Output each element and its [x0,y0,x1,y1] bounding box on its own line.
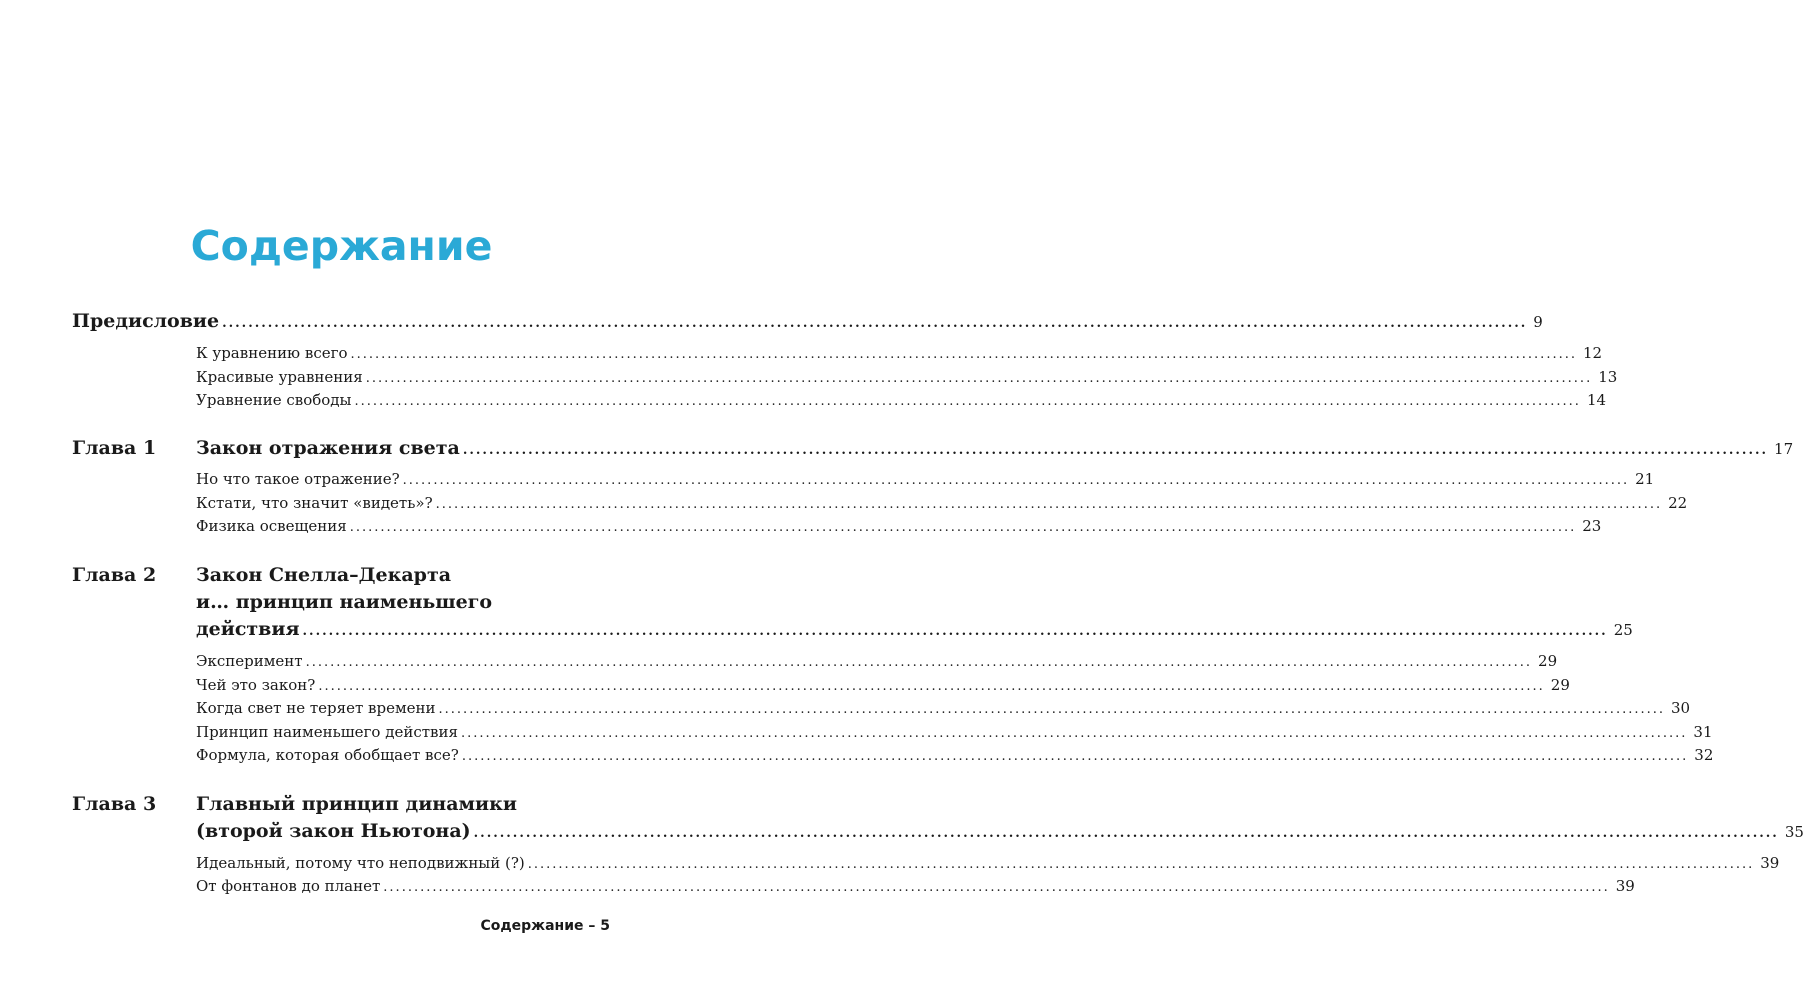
toc-page-number: 30 [1671,699,1691,717]
toc-page-number: 23 [1582,517,1602,535]
running-footer: Содержание – 5 [480,918,610,934]
toc-page-number: 35 [1784,823,1804,841]
toc-entry-chapter-1[interactable] [196,437,1794,459]
toc-subentry[interactable] [196,494,1688,512]
toc-subentry[interactable] [196,517,1602,535]
toc-page-number: 25 [1613,621,1633,639]
toc-subentry[interactable] [196,470,1655,488]
leader-dots: ........................................................................................................................................................................................................ [527,857,1755,872]
toc-subentry[interactable] [196,699,1691,717]
leader-dots: ........................................................................................................................................................................................................ [349,520,1577,535]
toc-subentry-title: От фонтанов до планет [196,877,381,895]
toc-subentry[interactable] [196,723,1713,741]
leader-dots: ........................................................................................................................................................................................................ [473,826,1779,841]
toc-subentry[interactable] [196,877,1635,895]
toc-subentry-title: Когда свет не теряет времени [196,699,436,717]
toc-page-number: 9 [1533,313,1543,331]
toc-entry-title: (второй закон Ньютона) [196,820,471,842]
toc-entry-title: Предисловие [72,310,220,332]
toc-subentry[interactable] [196,854,1780,872]
toc-entry-preface[interactable] [72,310,1543,332]
toc-subentry[interactable] [196,746,1714,764]
chapter-label: Глава 3 [72,793,157,815]
toc-entry-title: Закон отражения света [196,437,460,459]
leader-dots: ........................................................................................................................................................................................................ [318,679,1545,694]
leader-dots: ........................................................................................................................................................................................................ [462,443,1769,458]
toc-page-number: 39 [1615,877,1635,895]
toc-subentry[interactable] [196,676,1570,694]
chapter-label: Глава 2 [72,564,157,586]
leader-dots: ........................................................................................................................................................................................................ [222,316,1528,331]
toc-page-number: 39 [1760,854,1780,872]
toc-subentry[interactable] [196,368,1618,386]
toc-subentry-title: Уравнение свободы [196,391,352,409]
toc-subentry[interactable] [196,344,1603,362]
leader-dots: ........................................................................................................................................................................................................ [383,880,1610,895]
leader-dots: ........................................................................................................................................................................................................ [460,726,1688,741]
toc-page-number: 29 [1550,676,1570,694]
leader-dots: ........................................................................................................................................................................................................ [438,702,1665,717]
leader-dots: ........................................................................................................................................................................................................ [365,371,1593,386]
toc-page-number: 32 [1694,746,1714,764]
leader-dots: ........................................................................................................................................................................................................ [461,749,1689,764]
toc-entry-title-line: Главный принцип динамики [196,793,517,815]
toc-subentry-title: Чей это закон? [196,676,316,694]
leader-dots: ........................................................................................................................................................................................................ [402,473,1630,488]
toc-entry-title: действия [196,618,300,640]
page-title: Содержание [190,222,493,270]
toc-subentry-title: Физика освещения [196,517,347,535]
leader-dots: ........................................................................................................................................................................................................ [302,624,1608,639]
toc-subentry[interactable] [196,391,1607,409]
toc-page-number: 12 [1582,344,1603,362]
toc-page-number: 13 [1598,368,1618,386]
toc-page-number: 21 [1635,470,1655,488]
toc-subentry-title: Идеальный, потому что неподвижный (?) [196,854,525,872]
toc-subentry-title: Красивые уравнения [196,368,363,386]
toc-entry-title-line: Закон Снелла–Декарта [196,564,452,586]
toc-entry-chapter-2[interactable] [196,618,1633,640]
toc-page-number: 31 [1693,723,1713,741]
leader-dots: ........................................................................................................................................................................................................ [350,347,1577,362]
leader-dots: ........................................................................................................................................................................................................ [354,394,1581,409]
toc-entry-chapter-3[interactable] [196,820,1804,842]
toc-subentry-title: Формула, которая обобщает все? [196,746,459,764]
toc-subentry-title: Но что такое отражение? [196,470,400,488]
toc-subentry-title: Кстати, что значит «видеть»? [196,494,433,512]
toc-page-number: 14 [1586,391,1607,409]
toc-subentry-title: Принцип наименьшего действия [196,723,458,741]
toc-page-number: 29 [1538,652,1558,670]
toc-subentry-title: Эксперимент [196,652,303,670]
toc-subentry-title: К уравнению всего [196,344,348,362]
leader-dots: ........................................................................................................................................................................................................ [305,655,1533,670]
chapter-label: Глава 1 [72,437,157,459]
toc-page-number: 22 [1668,494,1688,512]
leader-dots: ........................................................................................................................................................................................................ [435,497,1663,512]
toc-entry-title-line: и… принцип наименьшего [196,591,493,613]
toc-subentry[interactable] [196,652,1558,670]
toc-page-number: 17 [1774,440,1794,458]
